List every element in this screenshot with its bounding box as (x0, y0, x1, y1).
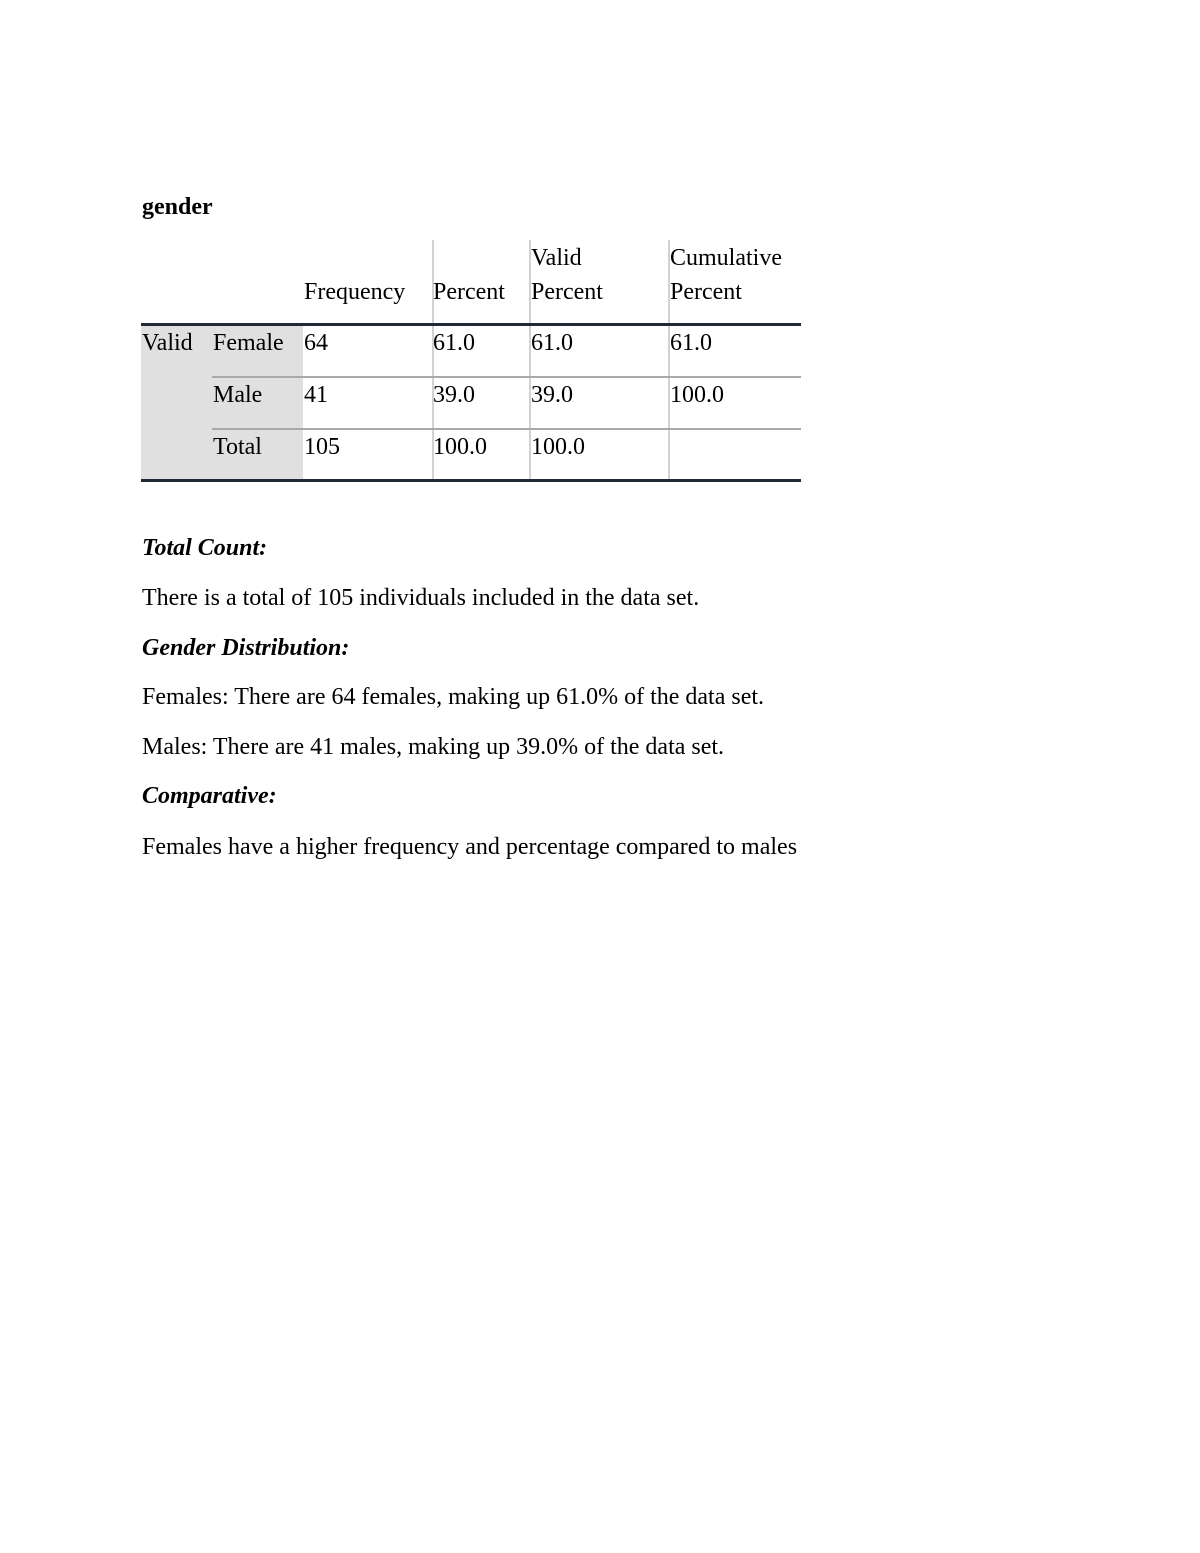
row-label-female: Female (213, 330, 284, 356)
cell-male-cumulative-percent: 100.0 (670, 382, 724, 408)
gender-distribution-heading: Gender Distribution: (142, 635, 350, 661)
table-bottom-rule (141, 479, 801, 482)
cell-female-percent: 61.0 (433, 330, 475, 356)
females-text: Females: There are 64 females, making up 61.0% of the data set. (142, 684, 765, 710)
males-text: Males: There are 41 males, making up 39.0% of the data set. (142, 734, 725, 760)
cell-female-frequency: 64 (304, 330, 328, 356)
cell-total-percent: 100.0 (433, 434, 487, 460)
header-frequency: Frequency (304, 279, 406, 305)
cell-female-cumulative-percent: 61.0 (670, 330, 712, 356)
cell-female-valid-percent: 61.0 (531, 330, 573, 356)
row-label-total: Total (213, 434, 262, 460)
row-label-male: Male (213, 382, 263, 408)
header-cumulative-percent-line2: Percent (670, 279, 742, 305)
header-percent: Percent (433, 279, 505, 305)
cell-male-valid-percent: 39.0 (531, 382, 573, 408)
frequency-table (141, 240, 801, 482)
cell-male-frequency: 41 (304, 382, 328, 408)
comparative-heading: Comparative: (142, 783, 277, 809)
total-count-text: There is a total of 105 individuals included in the data set. (142, 585, 700, 611)
header-valid-percent-line1: Valid (531, 245, 582, 271)
cell-total-frequency: 105 (304, 434, 340, 460)
total-count-heading: Total Count: (142, 535, 268, 561)
cell-total-valid-percent: 100.0 (531, 434, 585, 460)
header-cumulative-percent-line1: Cumulative (670, 245, 782, 271)
comparative-text: Females have a higher frequency and percentage compared to males (142, 834, 798, 860)
cell-male-percent: 39.0 (433, 382, 475, 408)
group-label-valid: Valid (142, 330, 193, 356)
row-rule-2 (212, 428, 801, 430)
table-title: gender (142, 194, 213, 220)
header-valid-percent-line2: Percent (531, 279, 603, 305)
